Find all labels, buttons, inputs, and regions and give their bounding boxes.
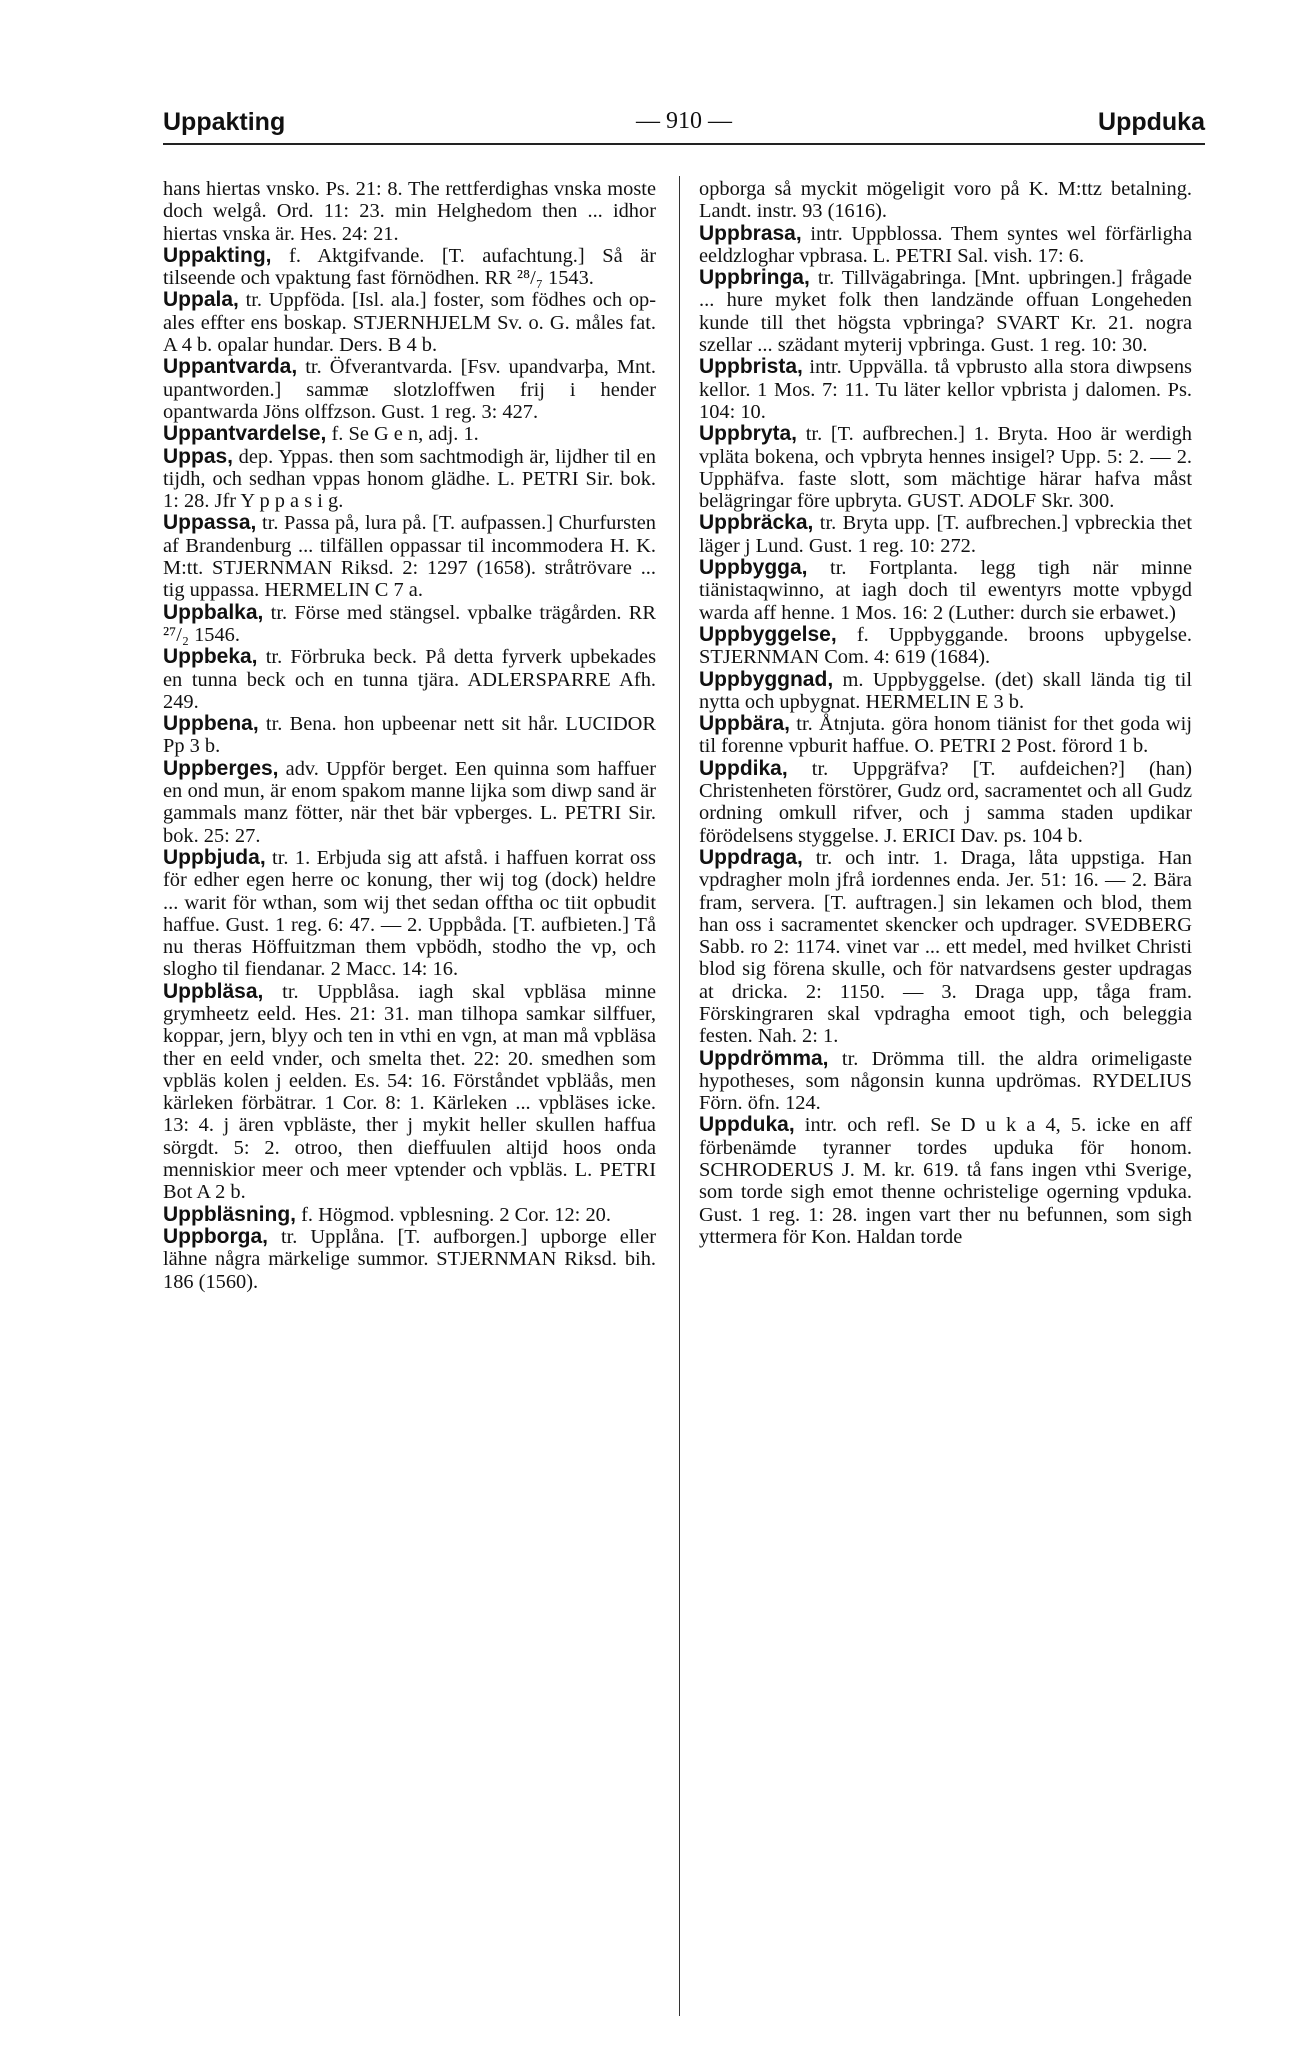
entry-text: Högmod. vpblesning. 2 Cor. 12: 20. [313, 1203, 611, 1226]
entry-grammar: tr. [797, 423, 823, 446]
dictionary-entry [699, 713, 1192, 758]
entry-text: Aktgifvande. [T. aufachtung.] Så är tilseende och vpaktung fast förnödhen. RR ²⁸/₇ 1543. [163, 244, 656, 290]
entry-text: Upplåna. [T. aufborgen.] upborge eller lähne några märkelige summor. STJERNMAN Riksd. bih. 186 (1560). [163, 1225, 656, 1293]
entry-grammar: m. [833, 668, 864, 691]
entry-headword: Uppbeka, [163, 645, 258, 669]
entry-text: [T. aufbrechen.] 1. Bryta. Hoo är werdigh vpläta bokena, och vpbryta hennes insigel? Upp. 5: 2. — 2. Upphäfva. faste slott, som mächtige härar hafva måst belägringar före upbryta. GUST. ADOLF Skr. 300. [699, 423, 1192, 513]
entry-grammar: tr. [790, 713, 813, 736]
dictionary-entry [699, 669, 1192, 714]
entry-grammar: tr. [813, 512, 837, 535]
dictionary-entry [699, 624, 1192, 669]
entry-grammar: tr. [258, 713, 283, 736]
dictionary-entry [699, 1048, 1192, 1115]
entry-grammar: intr. och refl. [794, 1114, 921, 1137]
dictionary-entry [699, 847, 1192, 1048]
dictionary-entry [699, 178, 1192, 223]
entry-headword: Uppbygga, [699, 556, 808, 580]
entry-text: Tillvägabringa. [Mnt. upbringen.] frågade ... hure myket folk then landzände offuan Longeheden kunde till thet högsta vpbringa? SVART Kr. 21. nogra szellar ... szädant myterij vpbringa. Gust. 1 reg. 10: 30. [699, 267, 1192, 357]
entry-text: Fortplanta. legg tigh när minne tiänistaqwinno, at iagh doch til ewentyrs motte vpbygd warda aff henne. 1 Mos. 16: 2 (Luther: durch sie erbawet.) [699, 557, 1192, 624]
dictionary-entry [163, 178, 656, 245]
entry-headword: Uppdrömma, [699, 1046, 829, 1070]
entry-text: Åtnjuta. göra honom tiänist for thet goda wij til forenne vpburit haffue. O. PETRI 2 Post. förord 1 b. [699, 713, 1192, 758]
entry-grammar: intr. [802, 356, 842, 379]
entry-grammar: f. [296, 1203, 313, 1226]
dictionary-entry [699, 512, 1192, 557]
dictionary-entry [163, 713, 656, 758]
entry-text: Förbruka beck. På detta fyrverk upbekades en tunna beck och en tunna tjära. ADLERSPARRE Afh. 249. [163, 646, 656, 713]
entry-text: Uppgräfva? [T. aufdeichen?] (han) Christenheten förstörer, Gudz ord, sacramentet och all Gudz ordning omkull rifver, och j samma staden updikar förödelsens styggelse. J. ERICI Dav. ps. 104 b. [699, 757, 1192, 847]
dictionary-entry [163, 446, 656, 513]
entry-headword: Uppantvarda, [163, 355, 298, 379]
entry-headword: Uppala, [163, 288, 239, 312]
dictionary-entry [163, 512, 656, 601]
dictionary-entry [699, 223, 1192, 268]
page-number: — 910 — [636, 108, 732, 134]
entry-grammar: tr. [807, 557, 847, 580]
right-column [699, 178, 1192, 2013]
entry-headword: Uppbrasa, [699, 221, 802, 245]
dictionary-entry [699, 1114, 1192, 1248]
entry-text: Uppför berget. Een quinna som haffuer en ond mun, är enom spakom manne lijka som diwp sand är gammals manz fötter, när thet bär vpberges. L. PETRI Sir. bok. 25: 27. [163, 757, 656, 847]
dictionary-entry [163, 847, 656, 981]
dictionary-entry [163, 758, 656, 847]
entry-text: Bena. hon upbeenar nett sit hår. LUCIDOR Pp 3 b. [163, 713, 656, 758]
dictionary-entry [163, 646, 656, 713]
dictionary-entry [163, 289, 656, 356]
entry-headword: Uppbrista, [699, 355, 803, 379]
dictionary-entry [699, 758, 1192, 847]
dictionary-entry [699, 557, 1192, 624]
entry-headword: Uppbalka, [163, 600, 264, 624]
entry-grammar: f. [326, 423, 344, 446]
entry-text: hans hiertas vnsko. Ps. 21: 8. The rettferdighas vnska moste doch welgå. Ord. 11: 23. min Helghedom then ... idhor hiertas vnska är. Hes. 24: 21. [163, 178, 656, 245]
entry-headword: Uppborga, [163, 1224, 268, 1248]
entry-grammar: f. [836, 623, 869, 646]
entry-headword: Uppas, [163, 444, 234, 468]
entry-text: Yppas. then som sachtmodigh är, lijdher til en tijdh, och sedhan vppas honom glädhe. L. PETRI Sir. bok. 1: 28. Jfr Y p p a s i g. [163, 445, 656, 513]
dictionary-entry [163, 423, 656, 445]
entry-headword: Uppbringa, [699, 266, 810, 290]
entry-grammar: tr. [787, 757, 829, 780]
entry-text: Se G e n, adj. 1. [343, 423, 479, 446]
entry-text: Uppbyggande. broons upbygelse. STJERNMAN Com. 4: 619 (1684). [699, 623, 1192, 669]
entry-text: Uppföda. [Isl. ala.] foster, som födhes och op-ales effter ens boskap. STJERNHJELM Sv. o. G. måles fat. A 4 b. opalar hundar. Ders. B 4 b. [163, 289, 656, 357]
entry-text: Se D u k a 4, 5. icke en aff förbenämde tyranner tordes upduka för honom. SCHRODERUS J. M. kr. 619. tå fans ingen vthi Sverige, som torde sigh emot thenne ochristelige ogerning vpduka. Gust. 1 reg. 1: 28. ingen vart ther nu befunnen, som sigh yttermera för Kon. Haldan torde [699, 1114, 1192, 1248]
entry-grammar: tr. [297, 356, 322, 379]
entry-grammar: tr. [238, 289, 263, 312]
entry-grammar: f. [271, 244, 301, 267]
entry-text: Passa på, lura på. [T. aufpassen.] Churfursten af Brandenburg ... tilfällen oppassar til incommodera H. K. M:tt. STJERNMAN Riksd. 2: 1297 (1658). stråtrövare ... tig uppassa. HERMELIN C 7 a. [163, 512, 656, 602]
entry-grammar: tr. [263, 601, 288, 624]
entry-headword: Uppdika, [699, 756, 788, 780]
dictionary-entry [699, 423, 1192, 512]
entry-grammar: dep. [233, 445, 274, 468]
dictionary-entry [163, 245, 656, 290]
entry-text: Uppblåsa. iagh skal vpbläsa minne grymheetz eeld. Hes. 21: 31. man tilhopa samkar silffuer, koppar, jern, blyy och ten in vthi en vgn, at man må vpbläsa ther en eeld vnder, och smelta thet. 22: 20. smedhen som vpbläs kolen j eelden. Es. 54: 16. Förståndet vpbläås, men kärleken förbätrar. 1 Cor. 8: 1. Kärleken ... vpbläses icke. 13: 4. j ären vpbläste, ther j mykit heller skullen haffua sörgdt. 5: 2. otroo, then dieffuulen altijd hoos onda menniskior meer och meer vptender och vpbläs. L. PETRI Bot A 2 b. [163, 980, 656, 1204]
entry-grammar: adv. [278, 757, 319, 780]
header-rule [163, 143, 1205, 145]
entry-headword: Uppdraga, [699, 845, 803, 869]
entry-grammar: tr. [257, 646, 283, 669]
entry-headword: Uppbyggnad, [699, 667, 834, 691]
entry-headword: Uppantvardelse, [163, 422, 327, 446]
dictionary-entry [163, 602, 656, 647]
entry-grammar: tr. [265, 846, 289, 869]
entry-headword: Uppbryta, [699, 422, 798, 446]
left-column [163, 178, 656, 2013]
entry-text: Öfverantvarda. [Fsv. upandvarþa, Mnt. upantworden.] sammæ slotzloffwen frij i hender opantwarda Jöns olffzson. Gust. 1 reg. 3: 427. [163, 356, 656, 423]
entry-headword: Uppbläsning, [163, 1202, 296, 1226]
entry-grammar: tr. [809, 267, 835, 290]
entry-text: opborga så myckit mögeligit voro på K. M:ttz betalning. Landt. instr. 93 (1616). [699, 178, 1192, 223]
entry-text: 1. Erbjuda sig att afstå. i haffuen korrat oss för edher egen herre oc konung, ther wij tog (dock) heldre ... warit för wthan, som wij thet sedan offtha oc tiit opbudit haffue. Gust. 1 reg. 6: 47. — 2. Uppbåda. [T. aufbieten.] Tå nu theras Höffuitzman them vpbödh, stodho the vp, och slogho til fiendanar. 2 Macc. 14: 16. [163, 846, 656, 981]
entry-headword: Uppberges, [163, 756, 279, 780]
dictionary-entry [699, 356, 1192, 423]
entry-text: Uppbyggelse. (det) skall lända tig til nytta och upbygnat. HERMELIN E 3 b. [699, 668, 1192, 713]
entry-grammar: tr. och intr. [802, 846, 920, 869]
entry-text: Förse med stängsel. vpbalke trägården. RR ²⁷/₂ 1546. [163, 601, 656, 646]
entry-text: Uppblossa. Them syntes wel förfärligha eeldzloghar vpbrasa. L. PETRI Sal. vish. 17: 6. [699, 222, 1192, 267]
dictionary-entry [699, 267, 1192, 356]
entry-headword: Uppbena, [163, 712, 259, 736]
entry-text: Uppvälla. tå vpbrusto alla stora diwpsens kellor. 1 Mos. 7: 11. Tu läter kellor vpbrista j dalomen. Ps. 104: 10. [699, 356, 1192, 423]
entry-headword: Uppakting, [163, 243, 272, 267]
dictionary-entry [163, 981, 656, 1204]
entry-headword: Uppbläsa, [163, 979, 264, 1003]
entry-headword: Uppbjuda, [163, 845, 266, 869]
entry-grammar: tr. [828, 1047, 859, 1070]
entry-text: Bryta upp. [T. aufbrechen.] vpbreckia thet läger j Lund. Gust. 1 reg. 10: 272. [699, 512, 1192, 557]
dictionary-entry [163, 1226, 656, 1293]
header-first-headword: Uppakting [163, 108, 286, 136]
entry-headword: Uppduka, [699, 1113, 795, 1137]
running-header [163, 104, 1205, 144]
entry-grammar: intr. [801, 222, 843, 245]
entry-headword: Uppbära, [699, 712, 791, 736]
entry-headword: Uppbyggelse, [699, 622, 837, 646]
entry-headword: Uppbräcka, [699, 511, 814, 535]
column-divider [679, 176, 680, 2016]
entry-text: Drömma till. the aldra orimeligaste hypotheses, som någonsin kunna updrömas. RYDELIUS Förn. öfn. 124. [699, 1047, 1192, 1115]
dictionary-entry [163, 356, 656, 423]
entry-headword: Uppassa, [163, 511, 257, 535]
dictionary-entry [163, 1204, 656, 1226]
entry-grammar: tr. [268, 1225, 298, 1248]
entry-grammar: tr. [256, 512, 279, 535]
entry-text: 1. Draga, låta uppstiga. Han vpdragher moln jfrå iordennes enda. Jer. 51: 16. — 2. Bära fram, servera. [T. auftragen.] sin lekamen och blod, them han oss i sacramentet skencker och updrager. SVEDBERG Sabb. ro 2: 1174. vinet var ... ett medel, med hvilket Christi blod sig förena skulle, och för natvardsens gester updragas at dricka. 2: 1150. — 3. Draga upp, tåga fram. Förskingraren skal vpdragha emoot tigh, och beleggia festen. Nah. 2: 1. [699, 846, 1192, 1048]
entry-grammar: tr. [263, 980, 299, 1003]
header-last-headword: Uppduka [1098, 108, 1205, 136]
